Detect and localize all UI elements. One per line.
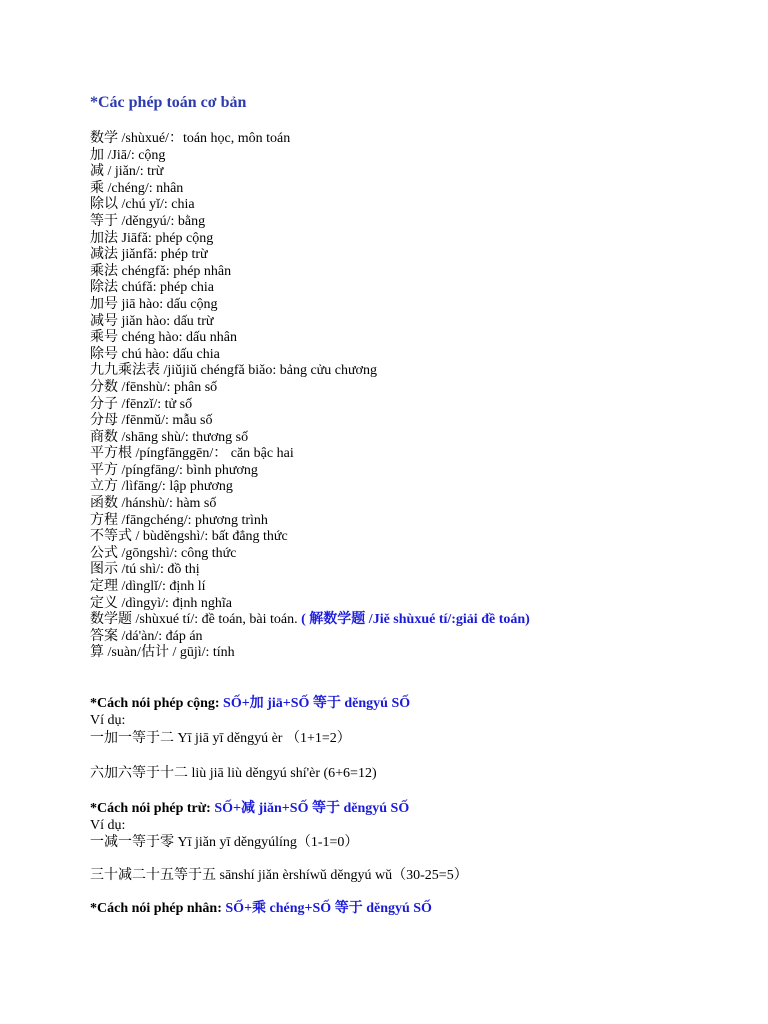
subtraction-heading <box>90 801 409 818</box>
vocab-item: 公式 /gōngshì/: công thức <box>90 545 237 561</box>
vocab-item: 九九乘法表 /jiǔjiǔ chéngfǎ biǎo: bảng cửu chương <box>90 363 377 379</box>
vocab-item: 平方根 /píngfānggēn/： căn bậc hai <box>90 446 294 462</box>
addition-label: *Cách nói phép cộng: <box>90 696 220 711</box>
addition-heading <box>90 696 410 713</box>
vocab-item: 算 /suàn/估计 / gūjì/: tính <box>90 645 235 661</box>
vocabulary-list <box>90 131 530 662</box>
vocab-item: 定理 /dìnglǐ/: định lí <box>90 579 206 595</box>
subtraction-example-label: Ví dụ: <box>90 818 126 833</box>
addition-formula: SỐ+加 jiā+SỐ 等于 děngyú SỐ <box>223 696 411 711</box>
vocab-item: 分数 /fēnshù/: phân số <box>90 379 218 395</box>
subtraction-example-1: 一减一等于零 Yī jiǎn yī děngyúlíng（1-1=0） <box>90 835 359 850</box>
vocab-item: 减法 jiǎnfǎ: phép trừ <box>90 247 208 263</box>
addition-example-1: 一加一等于二 Yī jiā yī děngyú èr （1+1=2） <box>90 731 351 746</box>
vocab-item: 乘法 chéngfǎ: phép nhân <box>90 263 232 279</box>
vocab-item: 乘 /chéng/: nhân <box>90 180 184 196</box>
vocab-item: 除号 chú hào: dấu chia <box>90 346 220 362</box>
vocab-item: 立方 /lìfāng/: lập phương <box>90 479 233 495</box>
vocab-item: 方程 /fāngchéng/: phương trình <box>90 512 268 528</box>
vocab-item: 答案 /dá'àn/: đáp án <box>90 628 203 644</box>
multiplication-formula: SỐ+乘 chéng+SỐ 等于 děngyú SỐ <box>225 901 432 916</box>
subtraction-label: *Cách nói phép trừ: <box>90 801 211 816</box>
vocab-item: 图示 /tú shì/: đồ thị <box>90 562 200 578</box>
vocab-item: 平方 /píngfāng/: bình phương <box>90 462 258 478</box>
vocab-item: 分母 /fēnmǔ/: mẫu số <box>90 413 213 429</box>
vocab-item: 加 /Jiā/: cộng <box>90 147 166 163</box>
addition-example-2: 六加六等于十二 liù jiā liù děngyú shí'èr (6+6=12) <box>90 766 377 781</box>
vocab-item-note: ( 解数学题 /Jiě shùxué tí/:giải đề toán) <box>301 612 530 628</box>
multiplication-label: *Cách nói phép nhân: <box>90 901 222 916</box>
subtraction-example-2: 三十减二十五等于五 sānshí jiǎn èrshíwǔ děngyú wǔ（30-25=5） <box>90 868 468 883</box>
vocab-item: 减 / jiǎn/: trừ <box>90 164 164 180</box>
subtraction-formula: SỐ+减 jiǎn+SỐ 等于 děngyú SỐ <box>214 801 410 816</box>
multiplication-heading <box>90 901 432 918</box>
vocab-item: 乘号 chéng hào: dấu nhân <box>90 330 237 346</box>
vocab-item: 数学 /shùxué/：toán học, môn toán <box>90 131 291 146</box>
vocab-item: 分子 /fēnzǐ/: tử số <box>90 396 193 412</box>
vocab-item: 不等式 / bùděngshì/: bất đẳng thức <box>90 529 288 545</box>
vocab-item: 除法 chúfǎ: phép chia <box>90 280 215 296</box>
vocab-item: 减号 jiǎn hào: dấu trừ <box>90 313 214 329</box>
vocab-item: 加号 jiā hào: dấu cộng <box>90 296 218 312</box>
vocab-item: 加法 Jiāfǎ: phép cộng <box>90 230 214 246</box>
vocab-item: 商数 /shāng shù/: thương số <box>90 429 249 445</box>
vocab-item: 函数 /hánshù/: hàm số <box>90 496 217 512</box>
vocab-item: 除以 /chú yǐ/: chia <box>90 197 195 213</box>
addition-example-label: Ví dụ: <box>90 713 126 728</box>
section-title: *Các phép toán cơ bản <box>90 94 247 111</box>
vocab-item: 等于 /děngyú/: bằng <box>90 213 206 229</box>
vocab-item: 定义 /dìngyì/: định nghĩa <box>90 595 232 611</box>
vocab-item: 数学题 /shùxué tí/: đề toán, bài toán. ( 解数学题 /Jiě shùxué tí/:giải đề toán) <box>90 612 530 628</box>
